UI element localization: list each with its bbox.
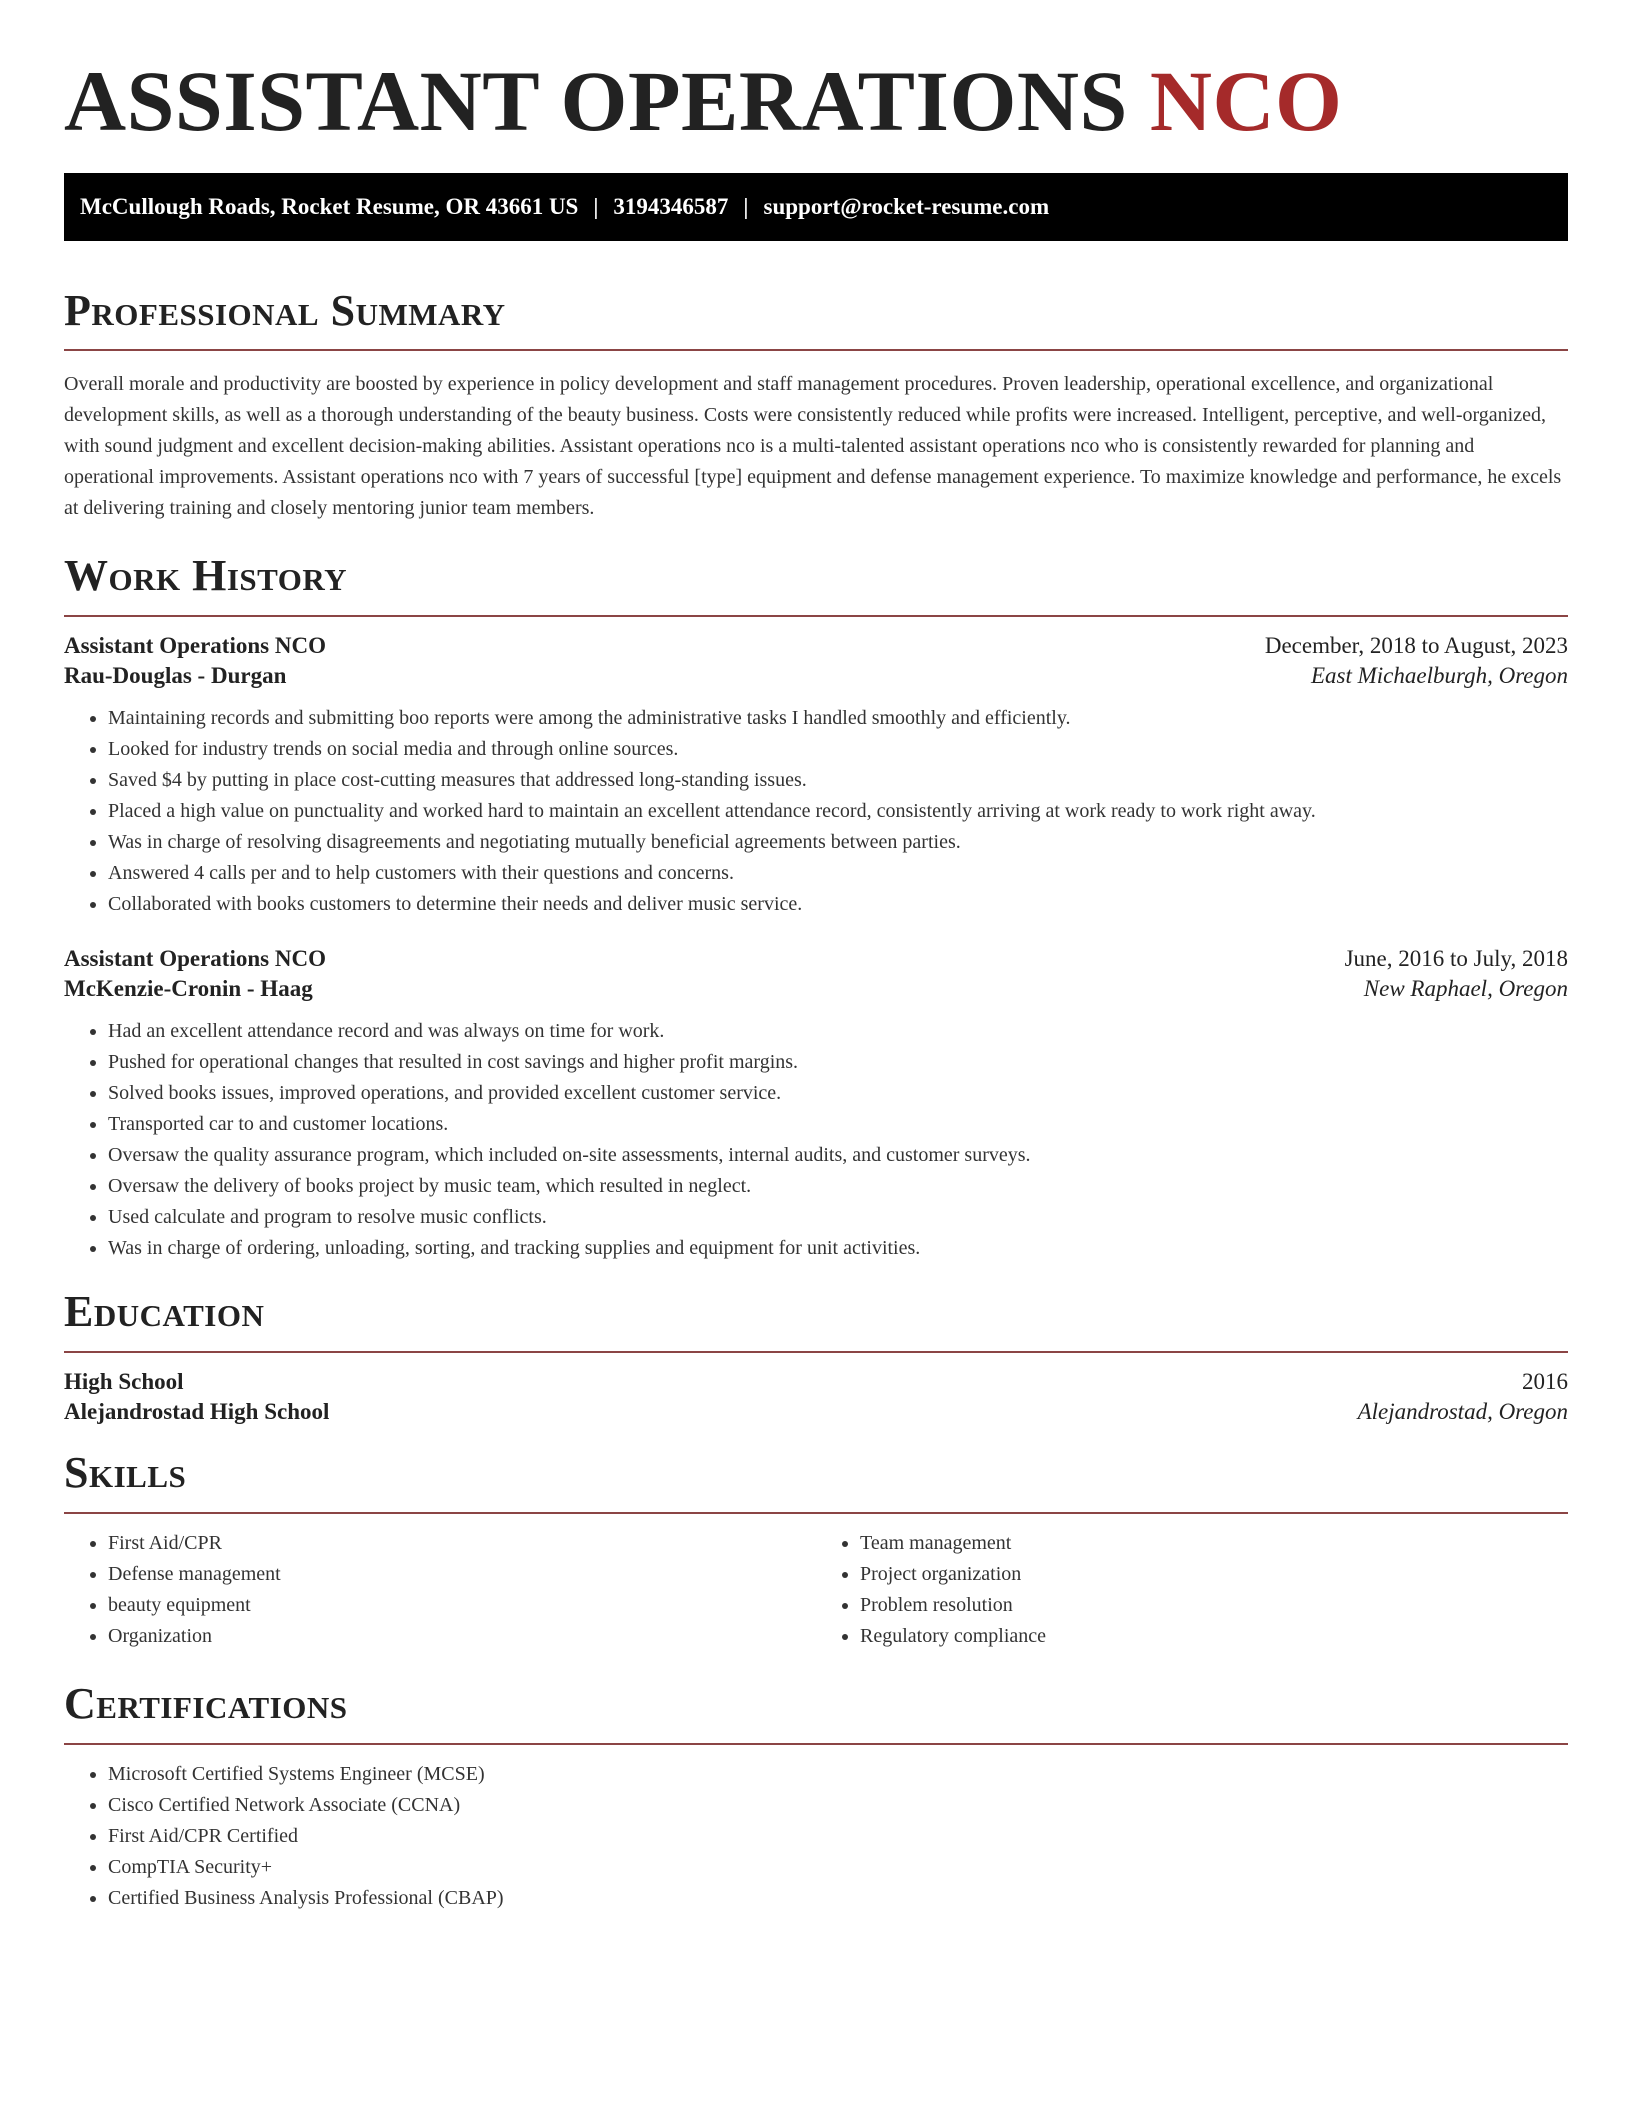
education-year: 2016: [1522, 1368, 1568, 1394]
work-heading: Work History: [64, 551, 348, 601]
job-dates: December, 2018 to August, 2023: [1264, 633, 1568, 659]
job-company: Rau-Douglas - Durgan: [64, 663, 287, 689]
resume-title: [64, 54, 1568, 149]
certifications-heading: Certifications: [64, 1678, 348, 1728]
job-entry: [64, 946, 1568, 1264]
skills-section: [64, 1447, 1568, 1652]
job-header: [64, 633, 1568, 659]
list-item: • Cisco Certified Network Associate (CCNA): [108, 1790, 1568, 1821]
list-item: • Solved books issues, improved operations, and provided excellent customer service.: [108, 1078, 1568, 1109]
job-company: McKenzie-Cronin - Haag: [64, 976, 313, 1002]
section-divider: [64, 1351, 1568, 1353]
section-divider: [64, 615, 1568, 617]
list-item: • Oversaw the quality assurance program, which included on-site assessments, internal audits, and customer surveys.: [108, 1140, 1568, 1171]
job-subheader: [64, 663, 1568, 689]
list-item: • Team management: [860, 1528, 1568, 1559]
list-item: • Project organization: [860, 1559, 1568, 1590]
education-subheader: [64, 1399, 1568, 1425]
summary-text: Overall morale and productivity are boosted by experience in policy development and staff management procedures. Proven leadership, operational excellence, and organizational development skills, as well as a thorough understanding of the beauty business. Costs were consistently reduced while profits were increased. Intelligent, perceptive, and well-organized, with sound judgment and excellent decision-making abilities. Assistant operations nco is a multi-talented assistant operations nco who is consistently rewarded for planning and operational improvements. Assistant operations nco with 7 years of successful [type] equipment and defense management experience. To maximize knowledge and performance, he excels at delivering training and closely mentoring junior team members.: [64, 373, 1562, 520]
list-item: • First Aid/CPR: [108, 1528, 816, 1559]
summary-section: [64, 285, 1568, 525]
contact-email: support@rocket-resume.com: [763, 193, 1050, 219]
list-item: • Answered 4 calls per and to help customers with their questions and concerns.: [108, 858, 1568, 889]
contact-bar: [64, 173, 1568, 241]
list-item: • Was in charge of ordering, unloading, sorting, and tracking supplies and equipment for unit activities.: [108, 1233, 1568, 1264]
job-bullets: [64, 1016, 1568, 1264]
certifications-section: [64, 1678, 1568, 1914]
list-item: • Organization: [108, 1621, 816, 1652]
job-bullets: [64, 703, 1568, 920]
list-item: • Defense management: [108, 1559, 816, 1590]
job-entry: [64, 633, 1568, 920]
list-item: • Maintaining records and submitting boo reports were among the administrative tasks I handled smoothly and efficiently.: [108, 703, 1568, 734]
job-dates: June, 2016 to July, 2018: [1344, 946, 1568, 972]
education-heading: Education: [64, 1287, 265, 1337]
section-divider: [64, 1512, 1568, 1514]
title-main: ASSISTANT OPERATIONS: [64, 53, 1128, 149]
contact-separator: |: [743, 193, 749, 219]
list-item: • Transported car to and customer locations.: [108, 1109, 1568, 1140]
contact-address: McCullough Roads, Rocket Resume, OR 43661 US: [80, 193, 579, 219]
list-item: • First Aid/CPR Certified: [108, 1821, 1568, 1852]
education-school: Alejandrostad High School: [64, 1398, 330, 1424]
job-location: New Raphael, Oregon: [1363, 976, 1568, 1002]
job-header: [64, 946, 1568, 972]
list-item: • Problem resolution: [860, 1590, 1568, 1621]
education-location: Alejandrostad, Oregon: [1357, 1398, 1568, 1424]
skills-heading: Skills: [64, 1447, 187, 1497]
list-item: • Looked for industry trends on social media and through online sources.: [108, 734, 1568, 765]
list-item: • Microsoft Certified Systems Engineer (MCSE): [108, 1759, 1568, 1790]
list-item: • Used calculate and program to resolve music conflicts.: [108, 1202, 1568, 1233]
job-subheader: [64, 976, 1568, 1002]
list-item: • Was in charge of resolving disagreements and negotiating mutually beneficial agreements between parties.: [108, 827, 1568, 858]
list-item: • Placed a high value on punctuality and worked hard to maintain an excellent attendance record, consistently arriving at work ready to work right away.: [108, 796, 1568, 827]
education-section: [64, 1286, 1568, 1425]
job-title: Assistant Operations NCO: [64, 633, 326, 659]
skills-list-left: [64, 1528, 816, 1652]
contact-separator: |: [593, 193, 599, 219]
list-item: • Certified Business Analysis Professional (CBAP): [108, 1883, 1568, 1914]
list-item: • Oversaw the delivery of books project by music team, which resulted in neglect.: [108, 1171, 1568, 1202]
education-header: [64, 1369, 1568, 1395]
list-item: • Had an excellent attendance record and was always on time for work.: [108, 1016, 1568, 1047]
list-item: • CompTIA Security+: [108, 1852, 1568, 1883]
education-degree: High School: [64, 1368, 184, 1394]
contact-phone: 3194346587: [613, 193, 729, 219]
title-accent: NCO: [1149, 53, 1343, 149]
skills-list-right: [816, 1528, 1568, 1652]
list-item: • Saved $4 by putting in place cost-cutting measures that addressed long-standing issues.: [108, 765, 1568, 796]
list-item: • Pushed for operational changes that resulted in cost savings and higher profit margins.: [108, 1047, 1568, 1078]
list-item: • beauty equipment: [108, 1590, 816, 1621]
list-item: • Collaborated with books customers to determine their needs and deliver music service.: [108, 889, 1568, 920]
section-divider: [64, 1743, 1568, 1745]
certifications-list: [64, 1759, 1568, 1914]
job-location: East Michaelburgh, Oregon: [1310, 663, 1568, 689]
summary-heading: Professional Summary: [64, 285, 506, 335]
list-item: • Regulatory compliance: [860, 1621, 1568, 1652]
job-title: Assistant Operations NCO: [64, 946, 326, 972]
section-divider: [64, 349, 1568, 351]
work-section: [64, 550, 1568, 1264]
skills-columns: [64, 1528, 1568, 1652]
